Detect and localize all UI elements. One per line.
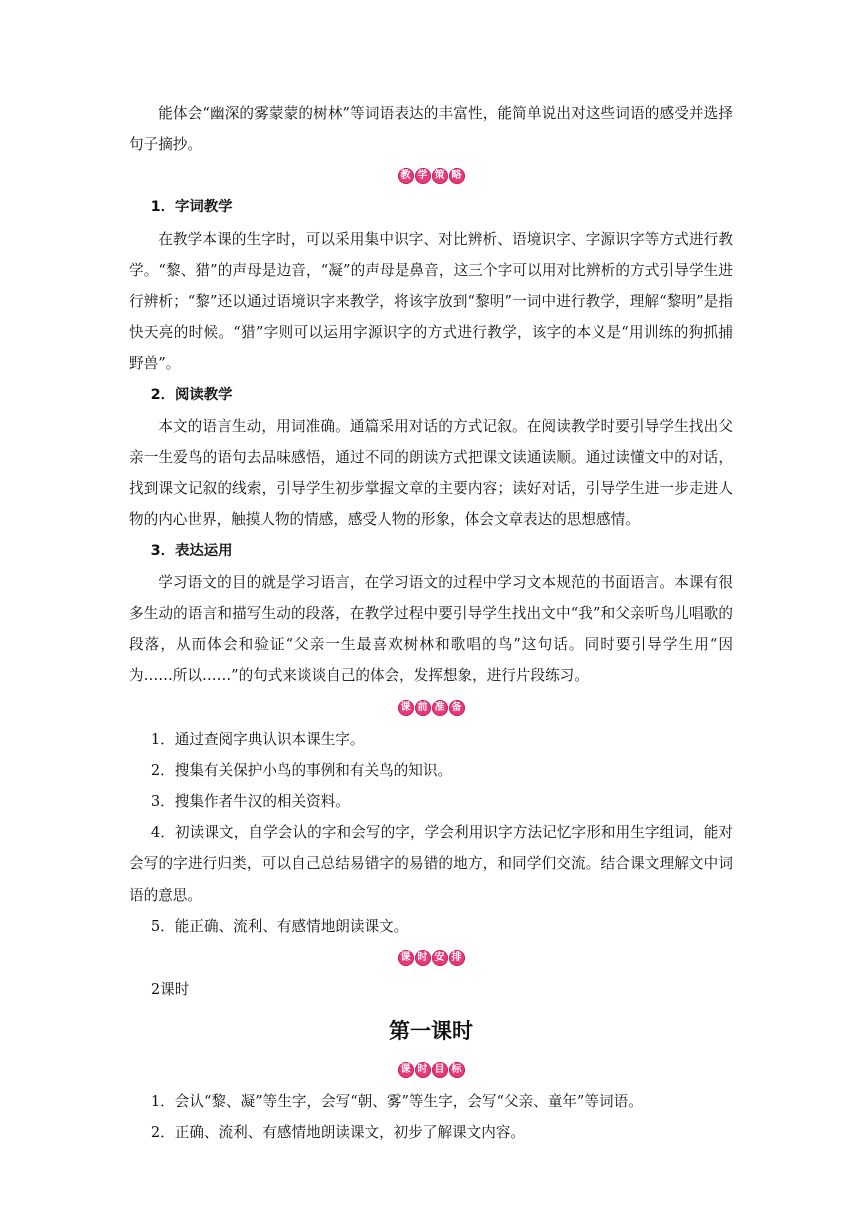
prep-item: 1．通过查阅字典认识本课生字。	[150, 730, 365, 748]
badge-char: 时	[415, 1062, 431, 1078]
heading-expression: 3．表达运用	[150, 542, 233, 559]
objective-item: 1．会认“黎、凝”等生字，会写“朝、雾”等生字，会写“父亲、童年”等词语。	[150, 1093, 643, 1111]
schedule-text: 2课时	[150, 981, 190, 999]
badge-char: 时	[415, 950, 431, 966]
paragraph-vocabulary: 在教学本课的生字时，可以采用集中识字、对比辨析、语境识字、字源识字等方式进行教学。“黎、猎”的声母是边音，“凝”的声母是鼻音，这三个字可以用对比辨析的方式引导学生进行辨析；“黎”还以通过语境识字来教学，将该字放到“黎明”一词中进行教学，理解“黎明”是指快天亮的时候。“猎”字则可以运用字源识字的方式进行教学，该字的本义是“用训练的狗抓捕野兽”。	[129, 230, 733, 373]
intro-paragraph: 能体会“幽深的雾蒙蒙的树林”等词语表达的丰富性，能简单说出对这些词语的感受并选择句子摘抄。	[129, 105, 733, 154]
section-badge-objectives	[129, 1055, 733, 1085]
section-badge-preparation	[129, 693, 733, 723]
badge-char: 课	[398, 950, 414, 966]
badge-char: 略	[449, 168, 465, 184]
section-badge-teaching-strategy	[129, 161, 733, 191]
heading-vocabulary: 1．字词教学	[150, 199, 233, 216]
badge-char: 前	[415, 700, 431, 716]
badge-char: 策	[432, 168, 448, 184]
section-badge-schedule	[129, 943, 733, 973]
badge-char: 课	[398, 1062, 414, 1078]
badge-char: 安	[432, 950, 448, 966]
prep-item: 4．初读课文，自学会认的字和会写的字，学会利用识字方法记忆字形和用生字组词，能对会写的字进行归类，可以自己总结易错字的易错的地方，和同学们交流。结合课文理解文中词语的意思。	[129, 824, 733, 904]
paragraph-expression: 学习语文的目的就是学习语言，在学习语文的过程中学习文本规范的书面语言。本课有很多生动的语言和描写生动的段落，在教学过程中要引导学生找出文中“我”和父亲听鸟儿唱歌的段落，从而体会和验证“父亲一生最喜欢树林和歌唱的鸟”这句话。同时要引导学生用“因为……所以……”的句式来谈谈自己的体会，发挥想象，进行片段练习。	[129, 573, 733, 685]
lesson-title: 第一课时	[389, 1019, 473, 1044]
badge-char: 准	[432, 700, 448, 716]
document-page	[129, 98, 733, 1149]
badge-char: 标	[449, 1062, 465, 1078]
objective-item: 2．正确、流利、有感情地朗读课文，初步了解课文内容。	[150, 1124, 526, 1142]
badge-char: 备	[449, 700, 465, 716]
prep-item: 3．搜集作者牛汉的相关资料。	[150, 793, 350, 811]
badge-char: 教	[398, 168, 414, 184]
badge-char: 目	[432, 1062, 448, 1078]
prep-item: 2．搜集有关保护小鸟的事例和有关鸟的知识。	[150, 761, 453, 779]
paragraph-reading: 本文的语言生动，用词准确。通篇采用对话的方式记叙。在阅读教学时要引导学生找出父亲一生爱鸟的语句去品味感悟，通过不同的朗读方式把课文读通读顺。通过读懂文中的对话，找到课文记叙的线索，引导学生初步掌握文章的主要内容；读好对话，引导学生进一步走进人物的内心世界，触摸人物的情感，感受人物的形象，体会文章表达的思想感情。	[129, 417, 733, 529]
badge-char: 排	[449, 950, 465, 966]
badge-char: 学	[415, 168, 431, 184]
heading-reading: 2．阅读教学	[150, 386, 233, 403]
prep-item: 5．能正确、流利、有感情地朗读课文。	[150, 917, 409, 935]
badge-char: 课	[398, 700, 414, 716]
